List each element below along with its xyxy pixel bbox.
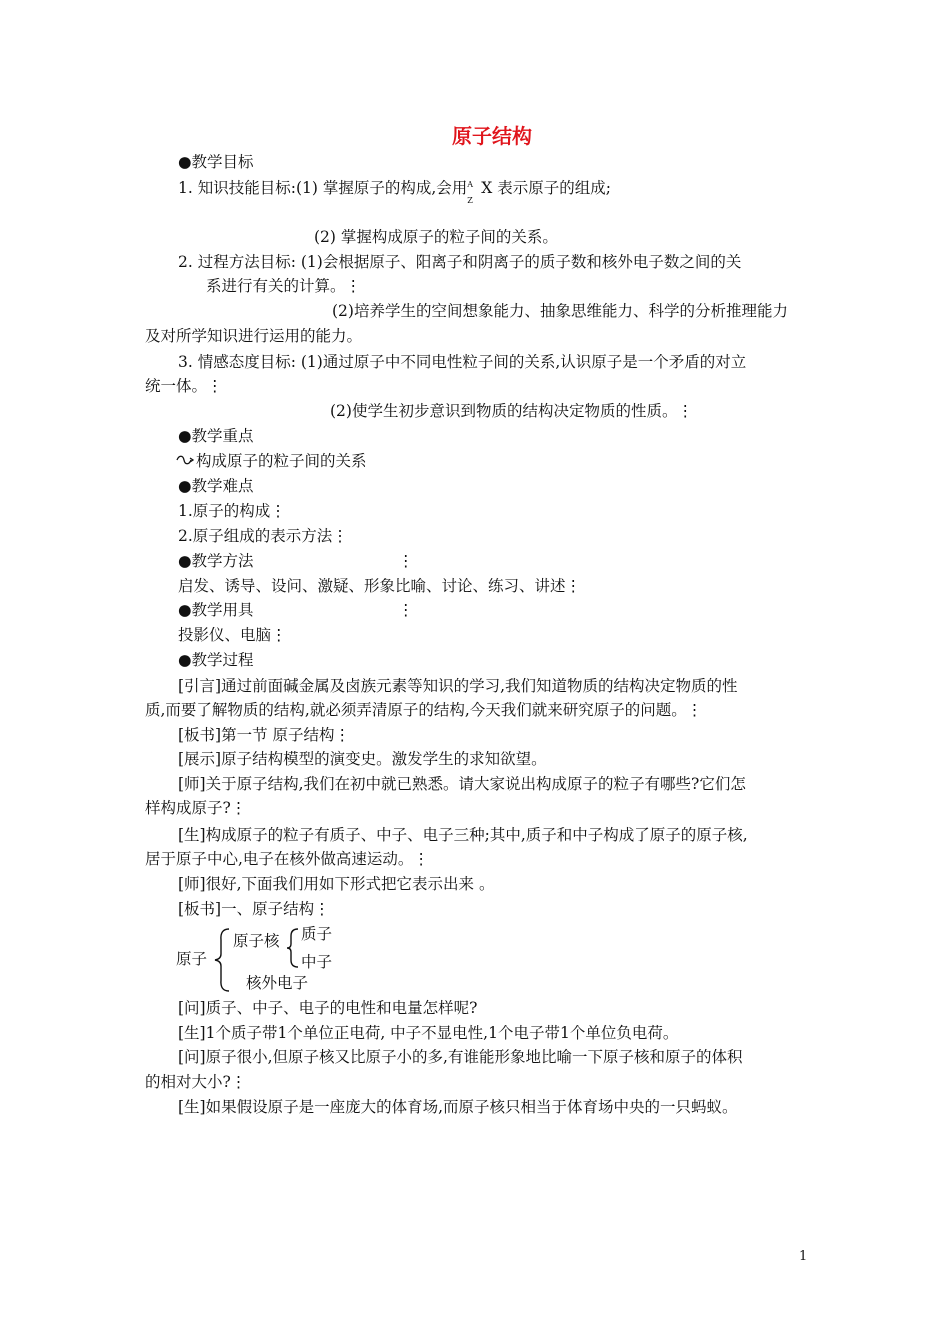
nucleus-label: 原子核: [233, 932, 280, 950]
tools-mark: ⋮: [398, 601, 414, 619]
method-heading: ●教学方法: [178, 552, 254, 570]
goal2-line3: (2)培养学生的空间想象能力、抽象思维能力、科学的分析推理能力: [332, 302, 788, 320]
outer-brace: [212, 926, 232, 994]
key-item-line: [174, 451, 367, 471]
difficulty-item-2: 2.原子组成的表示方法⋮: [178, 527, 348, 545]
clover-icon: [174, 451, 196, 471]
student-a1-line1: [生]构成原子的粒子有质子、中子、电子三种;其中,质子和中子构成了原子的原子核,: [178, 826, 748, 844]
student-charge-answer: [生]1个质子带1个单位正电荷, 中子不显电性,1个电子带1个单位负电荷。: [178, 1024, 679, 1042]
goal3-line3: (2)使学生初步意识到物质的结构决定物质的性质。⋮: [330, 402, 693, 420]
goal1-prefix: 1. 知识技能目标:(1) 掌握原子的构成,会用: [178, 179, 468, 197]
goal1-suffix: X 表示原子的组成;: [481, 179, 611, 197]
difficulty-heading: ●教学难点: [178, 477, 254, 495]
inner-brace: [284, 926, 300, 970]
proton-label: 质子: [301, 925, 333, 943]
goal1-line2: (2) 掌握构成原子的粒子间的关系。: [314, 228, 558, 246]
page-number: 1: [799, 1249, 808, 1264]
question-size-line2: 的相对大小?⋮: [145, 1073, 247, 1091]
teacher-q1-line2: 样构成原子?⋮: [145, 799, 247, 817]
nuclide-notation: A Z: [467, 180, 474, 205]
board-section: [板书]第一节 原子结构⋮: [178, 726, 351, 744]
key-heading: ●教学重点: [178, 427, 254, 445]
method-mark: ⋮: [398, 552, 414, 570]
teacher-q1-line1: [师]关于原子结构,我们在初中就已熟悉。请大家说出构成原子的粒子有哪些?它们怎: [178, 775, 746, 793]
page-title: 原子结构: [452, 124, 532, 148]
key-item: 构成原子的粒子间的关系: [196, 452, 367, 470]
difficulty-item-1: 1.原子的构成⋮: [178, 502, 286, 520]
goal2-line4: 及对所学知识进行运用的能力。: [145, 327, 363, 345]
goal1-line1: [178, 178, 611, 205]
process-heading: ●教学过程: [178, 651, 254, 669]
neutron-label: 中子: [301, 953, 333, 971]
goal2-line2: 系进行有关的计算。⋮: [206, 277, 362, 295]
show-history: [展示]原子结构模型的演变史。激发学生的求知欲望。: [178, 750, 547, 768]
goal3-line1: 3. 情感态度目标: (1)通过原子中不同电性粒子间的关系,认识原子是一个矛盾的对立: [178, 353, 747, 371]
question-charge: [问]质子、中子、电子的电性和电量怎样呢?: [178, 999, 478, 1017]
student-size-answer: [生]如果假设原子是一座庞大的体育场,而原子核只相当于体育场中央的一只蚂蚁。: [178, 1098, 738, 1116]
goals-heading: ●教学目标: [178, 153, 254, 171]
question-size-line1: [问]原子很小,但原子核又比原子小的多,有谁能形象地比喻一下原子核和原子的体积: [178, 1048, 743, 1066]
board-atom-structure: [板书]一、原子结构⋮: [178, 900, 330, 918]
electron-label: 核外电子: [246, 974, 309, 992]
tools-list: 投影仪、电脑⋮: [178, 626, 287, 644]
atom-label: 原子: [176, 950, 208, 968]
tools-heading: ●教学用具: [178, 601, 254, 619]
methods-list: 启发、诱导、设问、激疑、形象比喻、讨论、练习、讲述⋮: [178, 577, 582, 595]
goal2-line1: 2. 过程方法目标: (1)会根据原子、阳离子和阴离子的质子数和核外电子数之间的关: [178, 253, 742, 271]
teacher-response: [师]很好,下面我们用如下形式把它表示出来 。: [178, 875, 495, 893]
intro-line1: [引言]通过前面碱金属及卤族元素等知识的学习,我们知道物质的结构决定物质的性: [178, 677, 738, 695]
goal3-line2: 统一体。⋮: [145, 377, 223, 395]
student-a1-line2: 居于原子中心,电子在核外做高速运动。⋮: [145, 850, 429, 868]
intro-line2: 质,而要了解物质的结构,就必须弄清原子的结构,今天我们就来研究原子的问题。⋮: [145, 701, 703, 719]
